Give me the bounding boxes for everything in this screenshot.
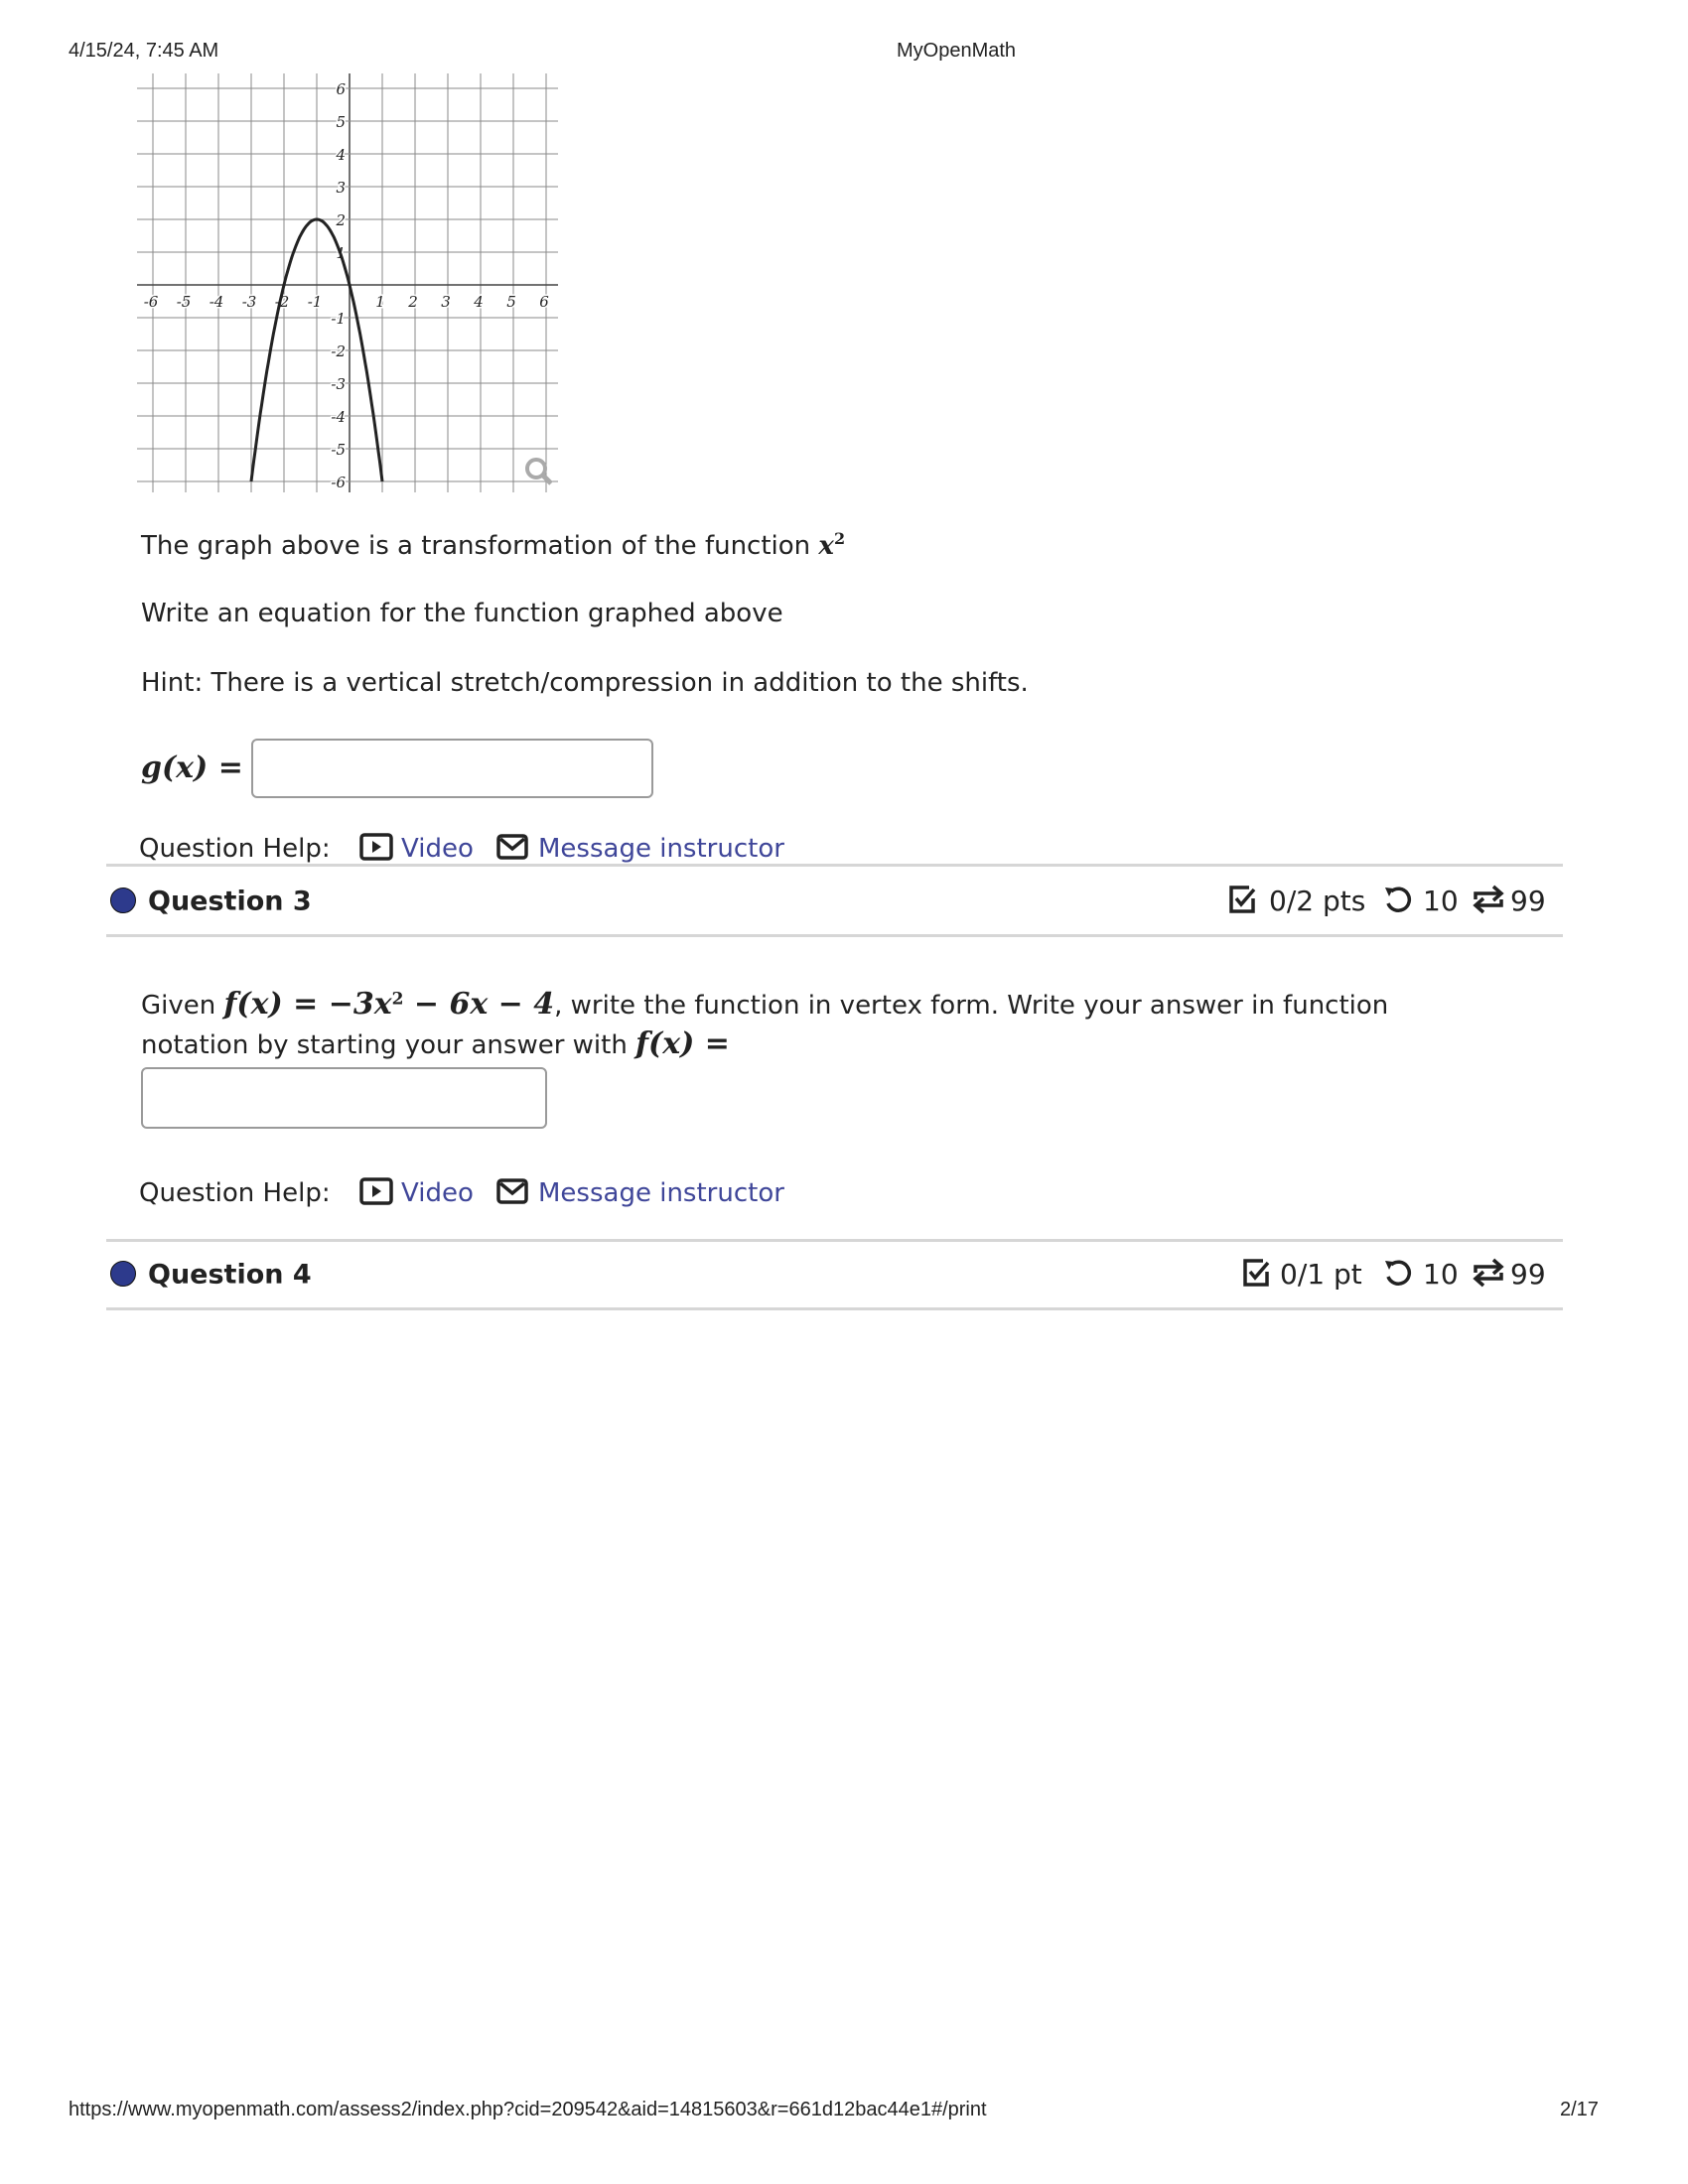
repeat-icon <box>1472 884 1505 915</box>
mail-icon[interactable] <box>496 1178 528 1204</box>
checkbox-icon <box>1227 885 1257 914</box>
x-tick-label: -1 <box>307 293 323 311</box>
math-x: x <box>818 530 834 561</box>
video-icon[interactable] <box>359 1177 393 1205</box>
retry-icon <box>1382 1258 1414 1288</box>
question2-answer-input[interactable] <box>251 739 653 798</box>
y-tick-label: -1 <box>331 310 346 328</box>
question4-attempts: 99 <box>1510 1258 1546 1291</box>
y-tick-label: 4 <box>336 146 346 164</box>
print-url: https://www.myopenmath.com/assess2/index.php?cid=209542&aid=14815603&r=661d12bac44e1#/print <box>69 2099 987 2120</box>
question2-intro <box>141 531 845 559</box>
math-exponent: 2 <box>833 529 846 549</box>
question-status-dot <box>110 887 136 913</box>
print-datetime: 4/15/24, 7:45 AM <box>69 40 219 62</box>
answer-label-gx: g(x) = <box>141 751 243 785</box>
prompt-text: Given <box>141 991 224 1021</box>
x-tick-label: 2 <box>408 293 418 311</box>
video-icon[interactable] <box>359 833 393 861</box>
retry-icon <box>1382 885 1414 914</box>
question3-prompt-line1 <box>141 987 1389 1022</box>
question4-points: 0/1 pt <box>1280 1258 1362 1291</box>
divider <box>106 934 1563 937</box>
question2-hint: Hint: There is a vertical stretch/compression in addition to the shifts. <box>141 668 1029 698</box>
divider <box>106 1239 1563 1242</box>
prompt-text: , write the function in vertex form. Write your answer in function <box>554 991 1389 1021</box>
question3-message-link[interactable]: Message instructor <box>538 1178 784 1208</box>
page-number: 2/17 <box>1560 2099 1599 2120</box>
prompt-text: notation by starting your answer with <box>141 1030 636 1060</box>
repeat-icon <box>1472 1257 1505 1289</box>
question3-attempts: 99 <box>1510 885 1546 917</box>
divider <box>106 864 1563 867</box>
question2-intro-text: The graph above is a transformation of the function <box>141 530 819 561</box>
y-tick-label: -5 <box>331 441 346 459</box>
question3-help-label: Question Help: <box>139 1178 331 1208</box>
question3-retries: 10 <box>1423 885 1459 917</box>
x-tick-label: -6 <box>143 293 159 311</box>
y-tick-label: 5 <box>336 113 346 131</box>
divider <box>106 1307 1563 1310</box>
y-tick-label: -3 <box>331 375 346 393</box>
y-tick-label: -4 <box>331 408 346 426</box>
question2-message-link[interactable]: Message instructor <box>538 834 784 864</box>
question-status-dot <box>110 1261 136 1287</box>
mail-icon[interactable] <box>496 834 528 860</box>
x-tick-label: -4 <box>209 293 224 311</box>
question4-title[interactable]: Question 4 <box>148 1259 312 1291</box>
parabola-graph <box>129 69 566 496</box>
x-tick-label: 5 <box>506 293 516 311</box>
x-tick-label: -2 <box>274 293 290 311</box>
magnifier-icon[interactable] <box>527 460 551 483</box>
question3-video-link[interactable]: Video <box>401 1178 474 1208</box>
x-tick-label: 4 <box>474 293 484 311</box>
math-fx: f(x) = <box>635 1026 730 1061</box>
question2-video-link[interactable]: Video <box>401 834 474 864</box>
y-tick-label: 6 <box>336 80 346 98</box>
y-tick-label: -2 <box>331 342 346 360</box>
question3-answer-input[interactable] <box>141 1067 547 1129</box>
y-tick-label: 3 <box>336 179 346 197</box>
checkbox-icon <box>1241 1258 1271 1288</box>
math-exponent: 2 <box>391 989 404 1010</box>
question3-prompt-line2 <box>141 1026 730 1061</box>
question3-title[interactable]: Question 3 <box>148 886 312 917</box>
x-tick-label: -3 <box>241 293 257 311</box>
math-function: f(x) = −3x <box>223 987 392 1022</box>
question3-points: 0/2 pts <box>1269 885 1366 917</box>
question4-retries: 10 <box>1423 1258 1459 1291</box>
x-tick-label: -5 <box>176 293 192 311</box>
y-tick-label: -6 <box>331 474 346 491</box>
y-tick-label: 1 <box>336 244 346 262</box>
x-tick-label: 6 <box>539 293 549 311</box>
x-tick-label: 1 <box>375 293 385 311</box>
y-tick-label: 2 <box>336 211 346 229</box>
x-tick-label: 3 <box>441 293 451 311</box>
page-site-title: MyOpenMath <box>897 40 1017 62</box>
math-function-rest: − 6x − 4 <box>403 987 555 1022</box>
question2-help-label: Question Help: <box>139 834 331 864</box>
question2-instruction: Write an equation for the function graphed above <box>141 599 783 628</box>
